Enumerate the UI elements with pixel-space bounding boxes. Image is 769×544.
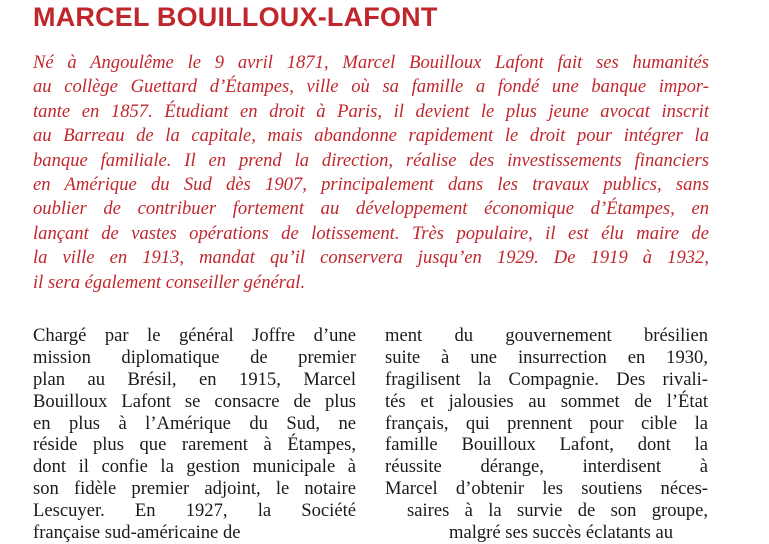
body-line: mission diplomatique de premier <box>33 346 356 368</box>
body-line: ment du gouvernement brésilien <box>385 325 708 346</box>
intro-line: au Barreau de la capitale, mais abandonne rapidement le droit pour intégrer la <box>33 125 709 147</box>
intro-line: au collège Guettard d’Étampes, ville où sa famille a fondé une banque impor- <box>33 76 709 98</box>
intro-line: il sera également conseiller général. <box>33 271 306 293</box>
body-line: Bouilloux Lafont se consacre de plus <box>33 390 356 412</box>
body-line: plan au Brésil, en 1915, Marcel <box>33 368 356 390</box>
intro-line: banque familiale. Il en prend la direction, réalise des investissements financiers <box>33 149 709 171</box>
body-line: suite à une insurrection en 1930, <box>385 346 708 368</box>
intro-paragraph <box>33 51 709 295</box>
body-line: fragilisent la Compagnie. Des rivali- <box>385 368 708 390</box>
body-line: famille Bouilloux Lafont, dont la <box>385 434 708 456</box>
body-line: français, qui prennent pour cible la <box>385 412 708 434</box>
body-line: française sud-américaine de <box>33 522 241 544</box>
body-line: en plus à l’Amérique du Sud, ne <box>33 412 356 434</box>
intro-line: en Amérique du Sud dès 1907, principalement dans les travaux publics, sans <box>33 173 709 195</box>
intro-line: lançant de vastes opérations de lotissement. Très populaire, il est élu maire de <box>33 222 709 244</box>
body-line: Marcel d’obtenir les soutiens néces- <box>385 478 708 500</box>
body-line: tés et jalousies au sommet de l’État <box>385 390 708 412</box>
body-line: son fidèle premier adjoint, le notaire <box>33 478 356 500</box>
body-line: dont il confie la gestion municipale à <box>33 456 356 478</box>
body-line: Chargé par le général Joffre d’une <box>33 325 356 346</box>
intro-line: tante en 1857. Étudiant en droit à Paris, il devient le plus jeune avocat inscrit <box>33 100 709 122</box>
body-column-right <box>385 325 708 544</box>
body-line: saires à la survie de son groupe, <box>407 500 708 522</box>
body-column-left <box>33 325 356 544</box>
intro-line: Né à Angoulême le 9 avril 1871, Marcel Bouilloux Lafont fait ses humanités <box>33 52 709 73</box>
article-title: MARCEL BOUILLOUX-LAFONT <box>33 2 438 32</box>
body-line: malgré ses succès éclatants au <box>449 522 674 544</box>
body-line: réussite dérange, interdisent à <box>385 456 708 478</box>
intro-line: la ville en 1913, mandat qu’il conservera jusqu’en 1929. De 1919 à 1932, <box>33 247 709 269</box>
body-line: réside plus que rarement à Étampes, <box>33 434 356 456</box>
intro-line: oublier de contribuer fortement au développement économique d’Étampes, en <box>33 198 709 220</box>
body-line: Lescuyer. En 1927, la Société <box>33 500 356 522</box>
